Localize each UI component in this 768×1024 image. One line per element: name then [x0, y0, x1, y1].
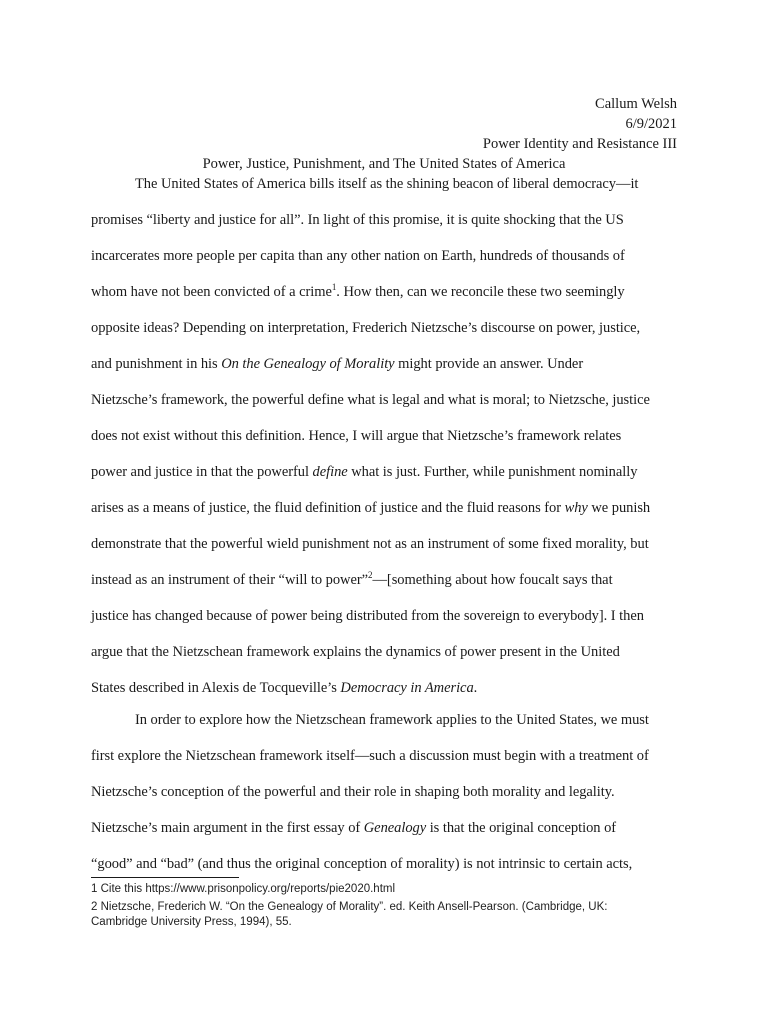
- body-line: In order to explore how the Nietzschean framework applies to the United States, we must: [135, 712, 649, 728]
- body-line: [91, 570, 613, 590]
- italic-book-title: Genealogy: [363, 820, 427, 836]
- text-run: what is just. Further, while punishment nominally: [347, 464, 638, 480]
- italic-emphasis: define: [312, 464, 348, 480]
- text-run: States described in Alexis de Tocqueville’s: [91, 680, 341, 696]
- footnote-separator: [91, 877, 239, 878]
- text-run: might provide an answer. Under: [394, 356, 584, 372]
- italic-book-title: Democracy in America: [340, 680, 474, 696]
- essay-title: Power, Justice, Punishment, and The United States of America: [202, 156, 566, 172]
- body-line: The United States of America bills itself as the shining beacon of liberal democracy—it: [135, 176, 639, 192]
- body-line: first explore the Nietzschean framework itself—such a discussion must begin with a treatment of: [91, 748, 649, 764]
- text-run: is that the original conception of: [426, 820, 617, 836]
- footnote-1: 1 Cite this https://www.prisonpolicy.org/reports/pie2020.html: [91, 883, 396, 895]
- body-line: does not exist without this definition. Hence, I will argue that Nietzsche’s framework relates: [91, 428, 622, 444]
- body-line: [91, 498, 650, 518]
- text-run: . How then, can we reconcile these two seemingly: [336, 284, 625, 300]
- footnote-ref-1: 1: [331, 282, 337, 292]
- body-line: demonstrate that the powerful wield punishment not as an instrument of some fixed morality, but: [91, 536, 649, 552]
- body-line: promises “liberty and justice for all”. In light of this promise, it is quite shocking that the US: [91, 212, 624, 228]
- italic-book-title: On the Genealogy of Morality: [221, 356, 395, 372]
- body-line: incarcerates more people per capita than any other nation on Earth, hundreds of thousands of: [91, 248, 625, 264]
- text-run: and punishment in his: [91, 356, 222, 372]
- italic-emphasis: why: [564, 500, 588, 516]
- footnote-2: 2 Nietzsche, Frederich W. “On the Genealogy of Morality”. ed. Keith Ansell-Pearson. (Cambridge, UK:: [91, 901, 608, 913]
- body-line: [91, 678, 477, 698]
- footnote-2-continued: Cambridge University Press, 1994), 55.: [91, 916, 292, 928]
- text-run: .: [473, 680, 478, 696]
- text-run: —[something about how foucalt says that: [372, 572, 613, 588]
- body-line: [91, 282, 625, 302]
- body-line: Nietzsche’s conception of the powerful and their role in shaping both morality and legality.: [91, 784, 615, 800]
- text-run: Nietzsche’s main argument in the first essay of: [91, 820, 364, 836]
- body-line: [91, 462, 637, 482]
- text-run: arises as a means of justice, the fluid definition of justice and the fluid reasons for: [91, 500, 565, 516]
- body-line: [91, 354, 583, 374]
- text-run: whom have not been convicted of a crime: [91, 284, 332, 300]
- body-line: “good” and “bad” (and thus the original conception of morality) is not intrinsic to certain acts,: [91, 856, 633, 872]
- course-name: Power Identity and Resistance III: [482, 136, 677, 152]
- date: 6/9/2021: [625, 116, 677, 132]
- body-line: opposite ideas? Depending on interpretation, Frederich Nietzsche’s discourse on power, justice,: [91, 320, 641, 336]
- body-line: argue that the Nietzschean framework explains the dynamics of power present in the United: [91, 644, 620, 660]
- text-run: we punish: [587, 500, 651, 516]
- text-run: power and justice in that the powerful: [91, 464, 313, 480]
- body-line: Nietzsche’s framework, the powerful define what is legal and what is moral; to Nietzsche, justice: [91, 392, 650, 408]
- author-name: Callum Welsh: [595, 96, 677, 112]
- body-line: justice has changed because of power being distributed from the sovereign to everybody]. I then: [91, 608, 644, 624]
- body-line: [91, 818, 616, 838]
- footnote-ref-2: 2: [368, 570, 373, 580]
- text-run: instead as an instrument of their “will to power”: [91, 572, 369, 588]
